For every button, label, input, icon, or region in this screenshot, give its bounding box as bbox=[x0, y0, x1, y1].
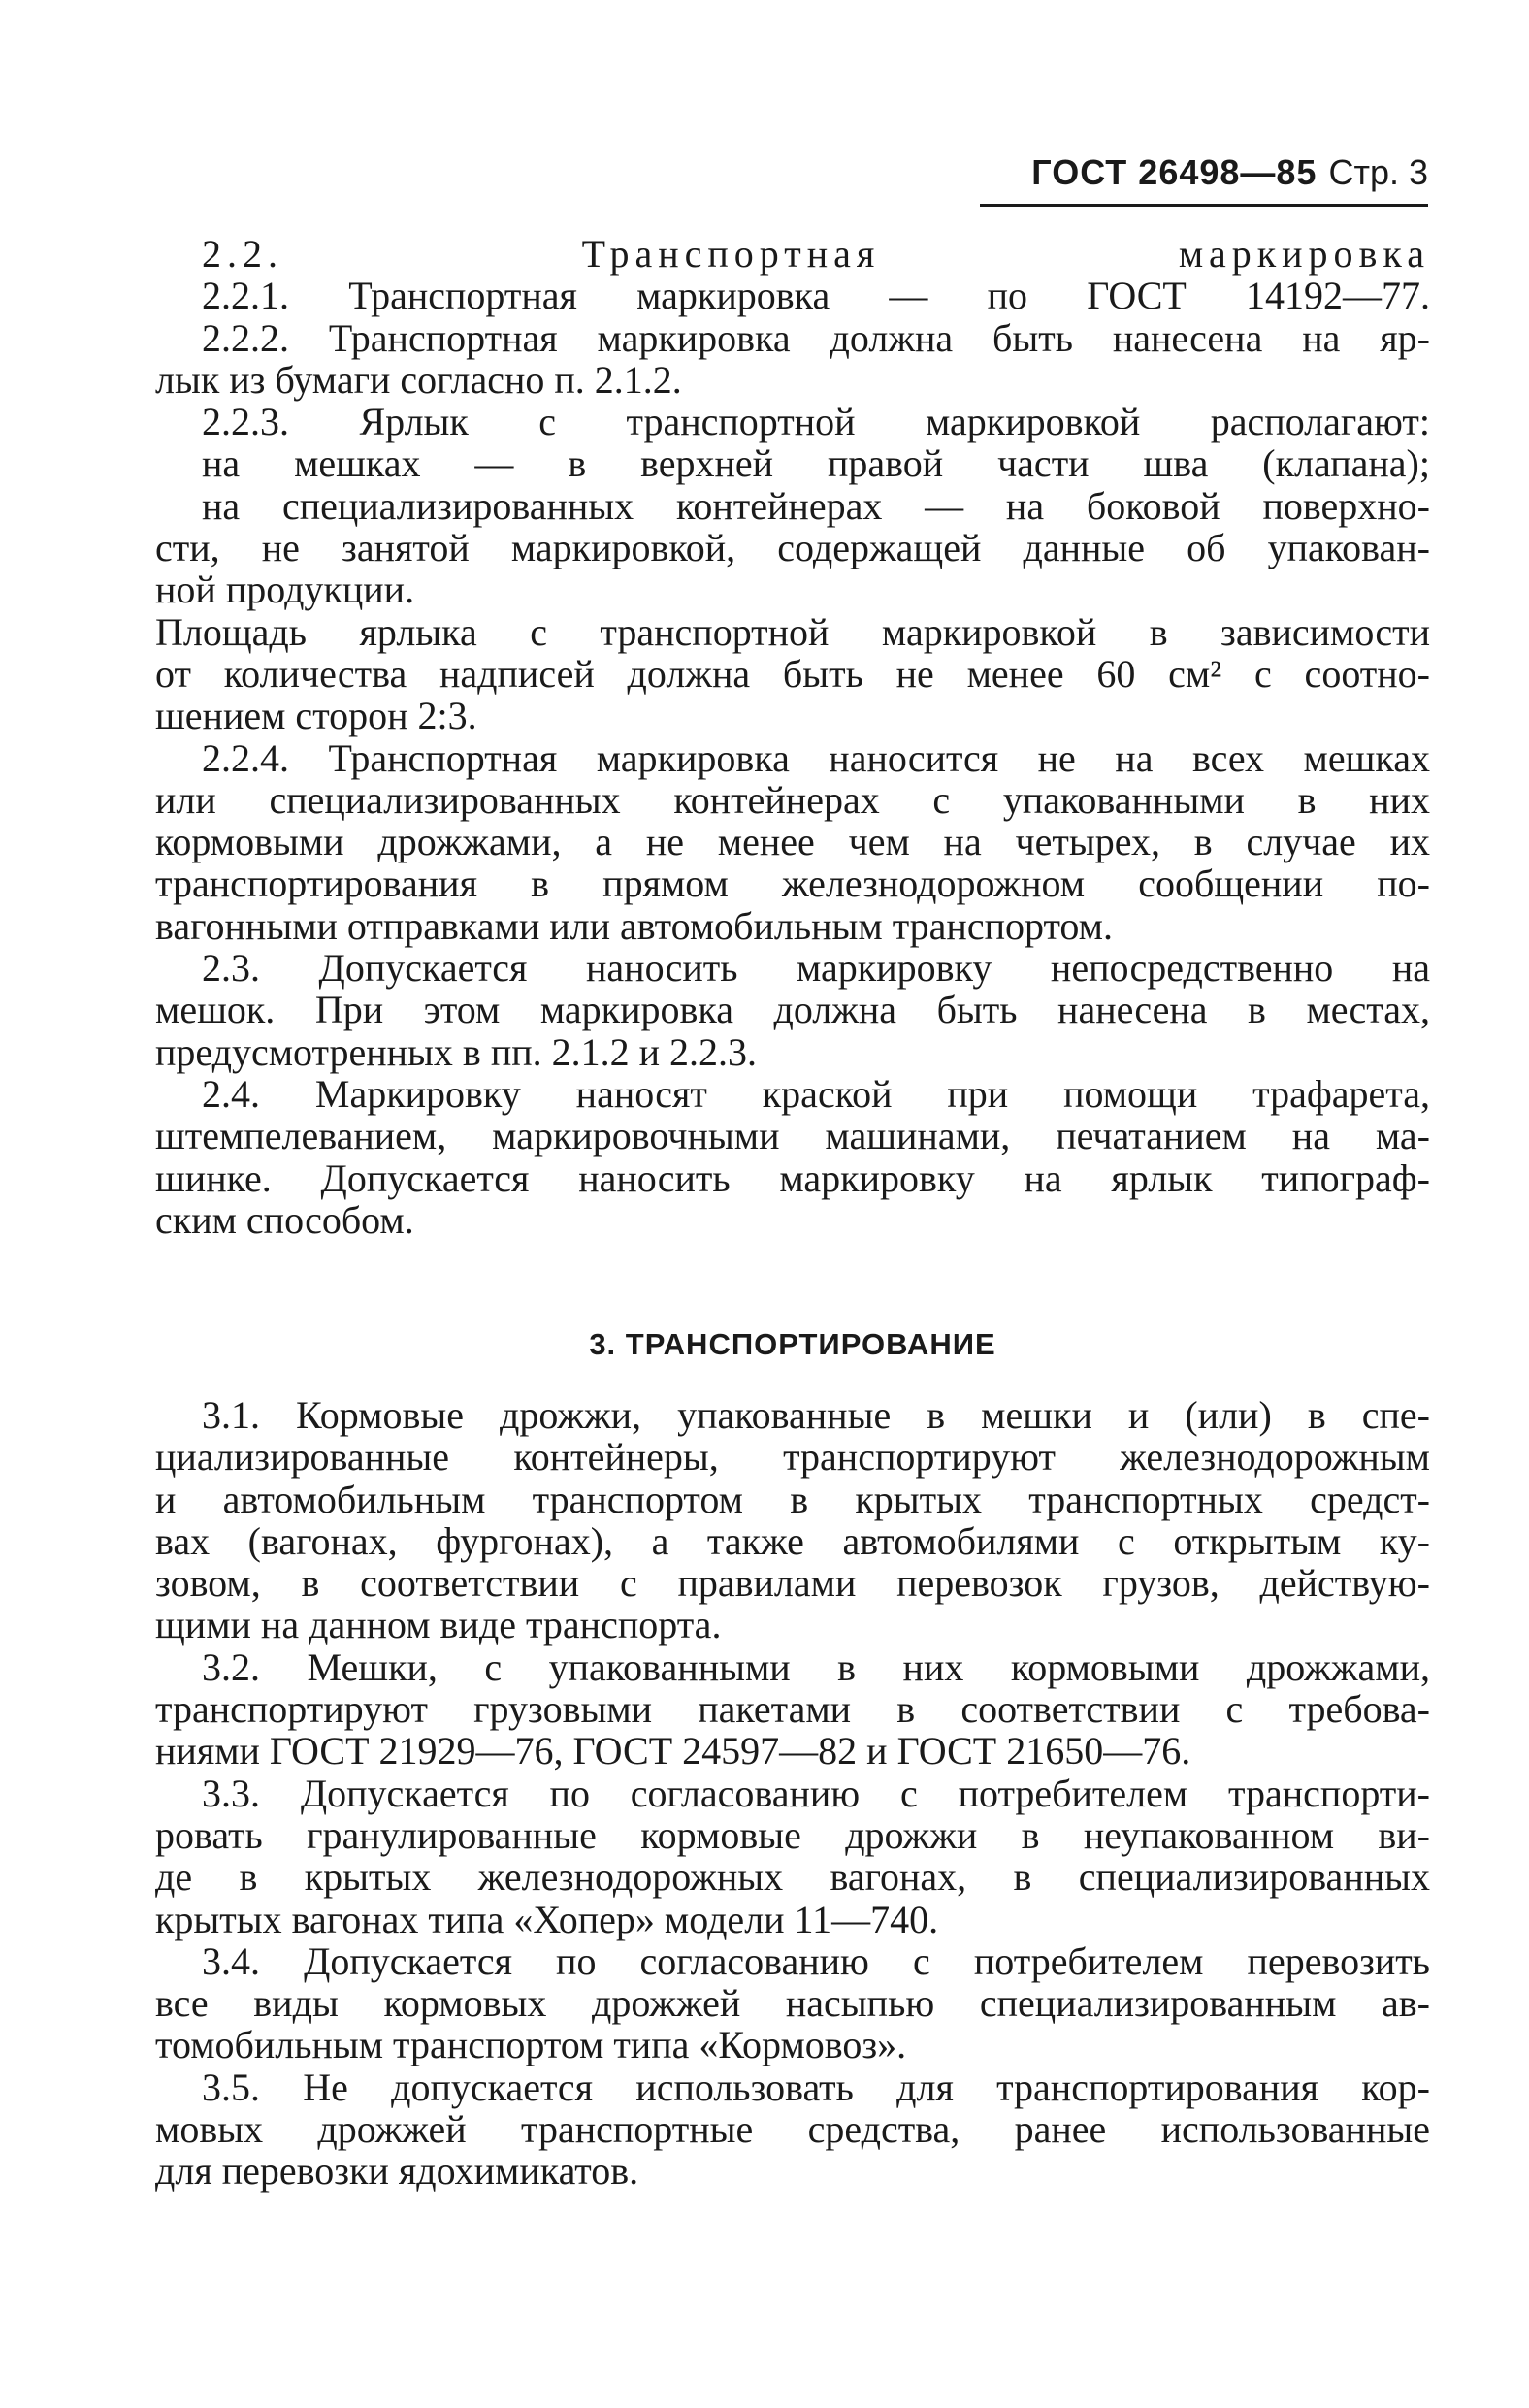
text-line: 3.3. Допускается по согласованию с потребителем транспорти- bbox=[202, 1771, 1430, 1815]
running-header bbox=[873, 151, 1428, 208]
text-line: 2.4. Маркировку наносят краской при помощи трафарета, bbox=[202, 1071, 1430, 1116]
text-line: томобильным транспортом типа «Кормовоз». bbox=[155, 2023, 907, 2067]
text-line: предусмотренных в пп. 2.1.2 и 2.2.3. bbox=[155, 1029, 758, 1074]
text-line: ниями ГОСТ 21929—76, ГОСТ 24597—82 и ГОСТ 21650—76. bbox=[155, 1729, 1191, 1773]
section-3-heading: 3. ТРАНСПОРТИРОВАНИЕ bbox=[589, 1327, 996, 1361]
text-line: 2.2.2. Транспортная маркировка должна быть нанесена на яр- bbox=[202, 315, 1430, 360]
text-line: 2.2. Транспортная маркировка bbox=[202, 232, 1430, 276]
text-line: ной продукции. bbox=[155, 568, 415, 612]
text-line: мешок. При этом маркировка должна быть нанесена в местах, bbox=[155, 988, 1430, 1032]
text-line: или специализированных контейнерах с упакованными в них bbox=[155, 777, 1430, 822]
text-line: 3.1. Кормовые дрожжи, упакованные в мешки и (или) в спе- bbox=[202, 1393, 1430, 1437]
text-line: крытых вагонах типа «Хопер» модели 11—740. bbox=[155, 1897, 939, 1941]
text-line: на мешках — в верхней правой части шва (клапана); bbox=[202, 441, 1430, 486]
text-line: сти, не занятой маркировкой, содержащей данные об упакован- bbox=[155, 526, 1430, 570]
text-line: на специализированных контейнерах — на боковой поверхно- bbox=[202, 483, 1430, 528]
text-line: ским способом. bbox=[155, 1197, 414, 1242]
text-line: вагонными отправками или автомобильным транспортом. bbox=[155, 903, 1113, 948]
text-line: от количества надписей должна быть не менее 60 см² с соотно- bbox=[155, 651, 1430, 696]
text-line: лык из бумаги согласно п. 2.1.2. bbox=[155, 357, 682, 402]
text-line: щими на данном виде транспорта. bbox=[155, 1603, 722, 1647]
text-line: 3.2. Мешки, с упакованными в них кормовыми дрожжами, bbox=[202, 1644, 1430, 1689]
text-line: 3.4. Допускается по согласованию с потребителем перевозить bbox=[202, 1938, 1430, 1983]
text-line: циализированные контейнеры, транспортируют железнодорожным bbox=[155, 1435, 1430, 1480]
standard-number: ГОСТ 26498—85 bbox=[1031, 152, 1318, 192]
text-line: штемпелеванием, маркировочными машинами, печатанием на ма- bbox=[155, 1114, 1430, 1158]
text-line: вах (вагонах, фургонах), а также автомобилями с открытым ку- bbox=[155, 1518, 1430, 1563]
text-line: для перевозки ядохимикатов. bbox=[155, 2149, 639, 2194]
text-line: мовых дрожжей транспортные средства, ранее использованные bbox=[155, 2107, 1430, 2152]
text-line: и автомобильным транспортом в крытых транспортных средст- bbox=[155, 1477, 1430, 1521]
text-line: транспортирования в прямом железнодорожном сообщении по- bbox=[155, 862, 1430, 906]
text-line: де в крытых железнодорожных вагонах, в специализированных bbox=[155, 1855, 1430, 1900]
text-line: ровать гранулированные кормовые дрожжи в неупакованном ви- bbox=[155, 1812, 1430, 1857]
text-line: 3.5. Не допускается использовать для транспортирования кор- bbox=[202, 2065, 1430, 2109]
text-line: Площадь ярлыка с транспортной маркировкой в зависимости bbox=[155, 609, 1430, 654]
text-line: 2.2.3. Ярлык с транспортной маркировкой располагают: bbox=[202, 400, 1430, 444]
text-line: 2.2.4. Транспортная маркировка наносится не на всех мешках bbox=[202, 735, 1430, 780]
section-3-text bbox=[155, 1394, 1430, 2193]
text-line: шинке. Допускается наносить маркировку на ярлык типограф- bbox=[155, 1155, 1430, 1200]
text-line: кормовыми дрожжами, а не менее чем на четырех, в случае их bbox=[155, 820, 1430, 864]
text-line: 2.2.1. Транспортная маркировка — по ГОСТ 14192—77. bbox=[202, 274, 1430, 318]
header-rule bbox=[980, 204, 1428, 207]
text-line: зовом, в соответствии с правилами перевозок грузов, действую- bbox=[155, 1561, 1430, 1606]
section-2-text bbox=[155, 233, 1430, 1241]
text-line: все виды кормовых дрожжей насыпью специализированным ав- bbox=[155, 1981, 1430, 2026]
text-line: 2.3. Допускается наносить маркировку непосредственно на bbox=[202, 946, 1430, 991]
text-line: транспортируют грузовыми пакетами в соответствии с требова- bbox=[155, 1687, 1430, 1732]
text-line: шением сторон 2:3. bbox=[155, 694, 477, 738]
page-number: Стр. 3 bbox=[1328, 152, 1428, 192]
